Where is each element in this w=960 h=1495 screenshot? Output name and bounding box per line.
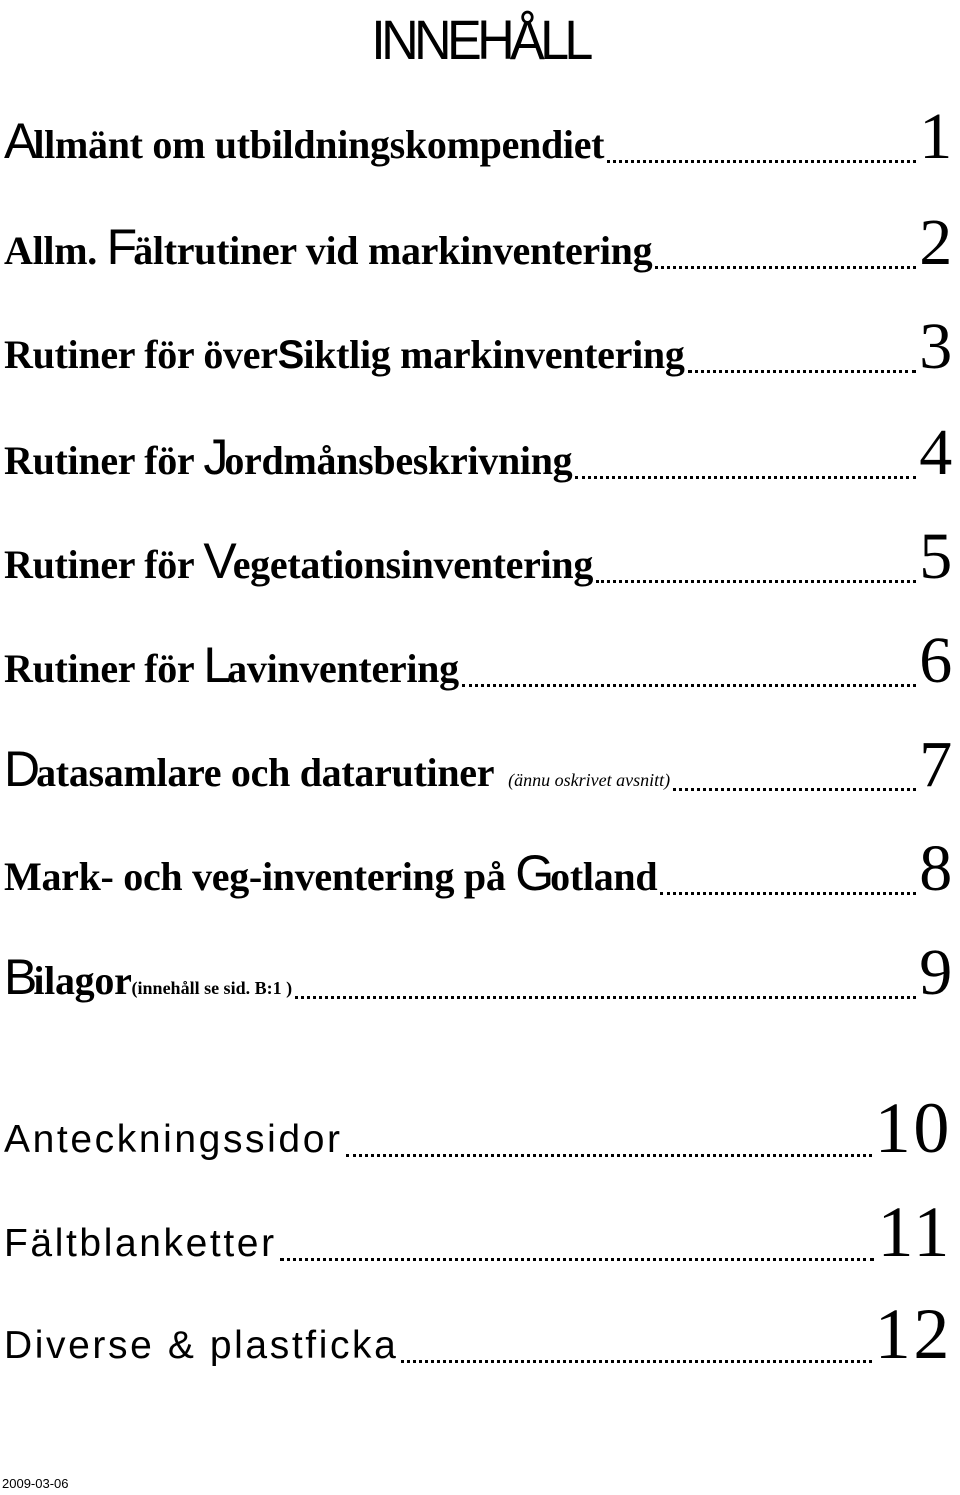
toc-text-prefix: Rutiner för <box>4 438 204 483</box>
toc-entry-label <box>4 844 657 902</box>
toc-entry-5[interactable] <box>4 520 952 593</box>
toc-entry-label <box>4 112 604 170</box>
dot-leader <box>673 788 916 791</box>
toc-page-number: 3 <box>919 310 952 383</box>
dot-leader <box>295 996 916 999</box>
dot-leader <box>346 1154 872 1157</box>
toc-entry-label: Diverse & plastficka <box>4 1324 399 1367</box>
toc-text: ordmånsbeskrivning <box>224 438 573 483</box>
toc-entry-3[interactable] <box>4 310 952 383</box>
toc-page-number: 9 <box>919 936 952 1009</box>
toc-entry-7[interactable] <box>4 728 952 801</box>
toc-note: (innehåll se sid. B:1 ) <box>131 978 293 998</box>
toc-entry-label: Anteckningssidor <box>4 1118 343 1161</box>
dot-leader <box>655 266 916 269</box>
dot-leader <box>401 1360 871 1363</box>
dot-leader <box>462 684 916 687</box>
toc-text: atasamlare och datarutiner <box>36 750 495 795</box>
toc-page-number: 5 <box>919 520 952 593</box>
toc-entry-label <box>4 948 292 1006</box>
toc-page-number: 11 <box>877 1192 952 1272</box>
toc-text-prefix: Mark- och veg-inventering på <box>4 854 516 899</box>
toc-initial: J <box>203 429 224 485</box>
footer-date: 2009-03-06 <box>2 1476 69 1491</box>
toc-initial: V <box>203 533 232 589</box>
toc-page-number: 6 <box>919 624 952 697</box>
toc-entry-1[interactable] <box>4 100 952 173</box>
toc-initial: G <box>515 845 550 901</box>
toc-page-number: 10 <box>874 1088 952 1168</box>
toc-text-prefix: Rutiner för <box>4 646 204 691</box>
toc-entry-label <box>4 636 459 694</box>
toc-entry-6[interactable] <box>4 624 952 697</box>
dot-leader <box>660 892 916 895</box>
toc-entry-2[interactable] <box>4 206 952 279</box>
toc-entry-label <box>4 532 593 590</box>
toc-text: iktlig markinventering <box>303 332 685 377</box>
toc-entry-11[interactable] <box>4 1192 952 1272</box>
toc-entry-10[interactable] <box>4 1088 952 1168</box>
toc-initial: D <box>4 741 36 797</box>
toc-initial: F <box>106 219 133 275</box>
toc-initial: A <box>4 113 33 169</box>
dot-leader <box>607 160 916 163</box>
toc-entry-label <box>4 428 572 486</box>
page-title: INNEHÅLL <box>371 8 589 71</box>
toc-entry-label <box>4 218 652 276</box>
toc-text-prefix: Allm. <box>4 228 107 273</box>
toc-entry-label <box>4 331 685 378</box>
toc-text: avinventering <box>227 646 459 691</box>
toc-page-number: 1 <box>919 100 952 173</box>
dot-leader <box>280 1258 875 1261</box>
toc-initial: S <box>277 333 302 377</box>
toc-text-prefix: Rutiner för över <box>4 332 278 377</box>
toc-text: ilagor <box>33 958 132 1003</box>
toc-page-number: 8 <box>919 832 952 905</box>
toc-initial: L <box>203 637 227 693</box>
toc-entry-label: Fältblanketter <box>4 1222 277 1265</box>
dot-leader <box>575 476 916 479</box>
toc-entry-12[interactable] <box>4 1294 952 1374</box>
toc-entry-9[interactable] <box>4 936 952 1009</box>
toc-page-number: 7 <box>919 728 952 801</box>
toc-page-number: 2 <box>919 206 952 279</box>
toc-text: llmänt om utbildningskompendiet <box>33 122 605 167</box>
toc-note: (ännu oskrivet avsnitt) <box>508 770 671 790</box>
toc-text: ältrutiner vid markinventering <box>133 228 653 273</box>
toc-text: egetationsinventering <box>232 542 594 587</box>
dot-leader <box>688 370 917 373</box>
toc-page-number: 12 <box>874 1294 952 1374</box>
toc-initial: B <box>4 949 33 1005</box>
toc-entry-4[interactable] <box>4 416 952 489</box>
dot-leader <box>596 580 916 583</box>
toc-page-number: 4 <box>919 416 952 489</box>
toc-text: otland <box>550 854 658 899</box>
toc-entry-label <box>4 740 670 798</box>
toc-text-prefix: Rutiner för <box>4 542 204 587</box>
toc-entry-8[interactable] <box>4 832 952 905</box>
